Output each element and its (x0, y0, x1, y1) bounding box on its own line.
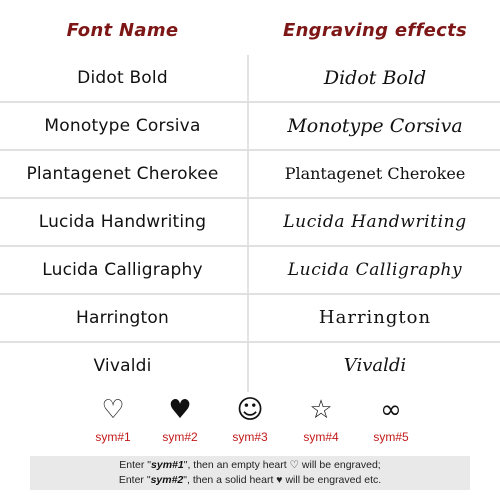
font-table (0, 55, 500, 395)
smiley-icon: ☺ (236, 395, 264, 425)
symbol-code: sym#5 (373, 430, 409, 444)
font-name-cell: Lucida Handwriting (38, 212, 207, 232)
table-row (0, 55, 500, 103)
table-row (0, 103, 500, 151)
instruction-line-1 (30, 459, 470, 471)
header-engraving-effects: Engraving effects (282, 20, 468, 41)
font-name-cell: Lucida Calligraphy (42, 260, 203, 280)
header-font-name: Font Name (66, 20, 179, 41)
font-name-cell: Monotype Corsiva (44, 116, 201, 136)
table-header (0, 12, 500, 52)
engraving-effect-cell: Plantagenet Cherokee (284, 164, 466, 183)
instruction-code: sym#2 (150, 474, 184, 486)
engraving-effect-cell: Lucida Handwriting (283, 212, 467, 232)
empty-heart-icon: ♡ (101, 395, 125, 425)
instruction-text: Enter " (118, 474, 151, 486)
solid-heart-icon: ♥ (168, 395, 192, 425)
font-name-cell: Vivaldi (93, 356, 152, 376)
font-name-cell: Harrington (75, 308, 169, 328)
font-name-cell: Didot Bold (77, 68, 168, 88)
instruction-text: ", then an empty heart ♡ will be engraved; (183, 459, 381, 471)
symbol-legend (0, 394, 500, 450)
engraving-effect-cell: Lucida Calligraphy (287, 260, 463, 280)
table-row (0, 199, 500, 247)
symbol-item (356, 394, 426, 450)
symbol-item (286, 394, 356, 450)
instruction-text: ", then a solid heart ♥ will be engraved etc. (183, 474, 382, 486)
table-row (0, 247, 500, 295)
symbol-code: sym#2 (162, 430, 198, 444)
font-name-cell: Plantagenet Cherokee (26, 164, 219, 184)
table-row (0, 295, 500, 343)
engraving-effect-cell: Vivaldi (343, 355, 407, 376)
instruction-text: Enter " (119, 459, 152, 471)
symbol-item (215, 394, 285, 450)
symbol-item (78, 394, 148, 450)
symbol-code: sym#1 (95, 430, 131, 444)
engraving-effect-cell: Monotype Corsiva (287, 115, 463, 137)
symbol-item (145, 394, 215, 450)
symbol-code: sym#3 (232, 430, 268, 444)
instruction-note (30, 456, 470, 490)
instruction-line-2 (30, 474, 470, 486)
engraving-effect-cell: Harrington (318, 307, 432, 328)
symbol-code: sym#4 (303, 430, 339, 444)
engraving-effect-cell: Didot Bold (323, 67, 427, 89)
star-outline-icon: ☆ (309, 395, 333, 425)
table-row (0, 343, 500, 391)
table-row (0, 151, 500, 199)
infinity-icon: ∞ (380, 395, 402, 425)
instruction-code: sym#1 (151, 459, 184, 471)
